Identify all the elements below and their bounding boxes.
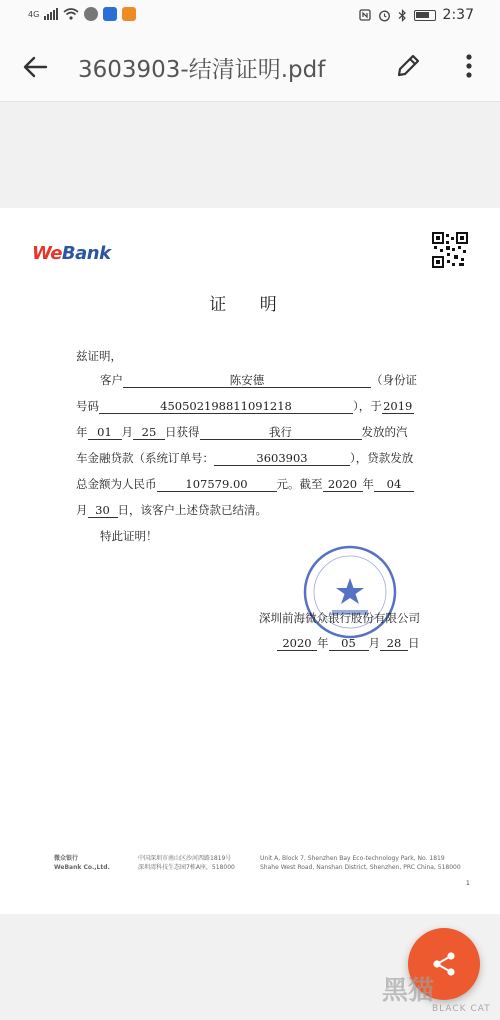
more-vertical-icon[interactable] <box>460 52 478 80</box>
customer-name: 陈安德 <box>123 373 371 388</box>
document-title: 3603903-结清证明.pdf <box>78 57 326 83</box>
alarm-icon <box>378 9 391 22</box>
wifi-icon <box>63 8 79 20</box>
start-year: 2019 <box>383 399 413 413</box>
start-month: 01 <box>88 425 122 440</box>
footer-company: 微众银行 WeBank Co.,Ltd. <box>54 855 110 871</box>
watermark-sub: BLACK CAT <box>432 1004 491 1014</box>
pdf-page[interactable] <box>0 208 500 914</box>
sign-day: 28 <box>380 636 408 651</box>
clock: 2:37 <box>442 7 474 23</box>
sign-month: 05 <box>329 636 369 651</box>
app-icon-blue <box>103 7 117 21</box>
footer-address-en: Unit A, Block 7, Shenzhen Bay Eco-technology Park, No. 1819 Shahe West Road, Nanshan District, Shenzhen, PRC China, 518000 <box>260 855 461 871</box>
greeting: 兹证明， <box>76 349 122 363</box>
page-number: 1 <box>466 880 470 887</box>
qr-code-icon <box>432 232 468 268</box>
status-left <box>28 7 136 21</box>
wechat-icon <box>84 7 98 21</box>
sign-year: 2020 <box>277 636 317 651</box>
footer-address-cn: 中国深圳市南山区沙河西路1819号 深圳湾科技生态园7栋A座，518000 <box>138 855 235 871</box>
id-number: 450502198811091218 <box>99 399 353 414</box>
battery-icon <box>414 10 436 21</box>
share-icon <box>430 950 458 978</box>
id-line: 号码 450502198811091218 ），于2019 <box>76 399 413 413</box>
status-bar <box>0 0 500 30</box>
signature-date: 2020 年 05 月 28 日 <box>277 635 420 651</box>
back-arrow-icon[interactable] <box>20 52 50 82</box>
nfc-icon <box>359 9 371 21</box>
network-type: 4G <box>28 9 40 19</box>
end-year: 2020 <box>323 477 363 492</box>
app-icon-orange <box>122 7 136 21</box>
signal-icon <box>44 8 58 20</box>
bluetooth-icon <box>398 9 407 22</box>
customer-line: 客户 陈安德 （身份证 <box>100 373 417 387</box>
start-day: 25 <box>133 425 165 440</box>
app-toolbar <box>0 30 500 102</box>
hereby-line: 特此证明！ <box>100 529 158 543</box>
company-name: 深圳前海微众银行股份有限公司 <box>259 611 420 625</box>
webank-logo: WeBank <box>32 243 111 264</box>
date-line-1: 年 01 月 25 日获得 我行 发放的汽 <box>76 425 408 439</box>
amount-line: 总金额为人民币 107579.00 元。截至 2020 年 04 <box>76 476 414 492</box>
order-number: 3603903 <box>214 451 350 466</box>
loan-line: 车金融贷款（系统订单号： 3603903 ），贷款发放 <box>76 451 414 465</box>
settled-line: 月 30 日，该客户上述贷款已结清。 <box>76 503 267 517</box>
end-day: 30 <box>88 503 118 518</box>
pencil-icon[interactable] <box>394 52 422 80</box>
loan-amount: 107579.00 <box>157 477 277 492</box>
end-month: 04 <box>374 477 414 492</box>
certificate-title: 证 明 <box>209 295 291 315</box>
status-right <box>359 7 474 23</box>
watermark: 黑猫 <box>382 976 435 1006</box>
lender: 我行 <box>200 425 362 440</box>
